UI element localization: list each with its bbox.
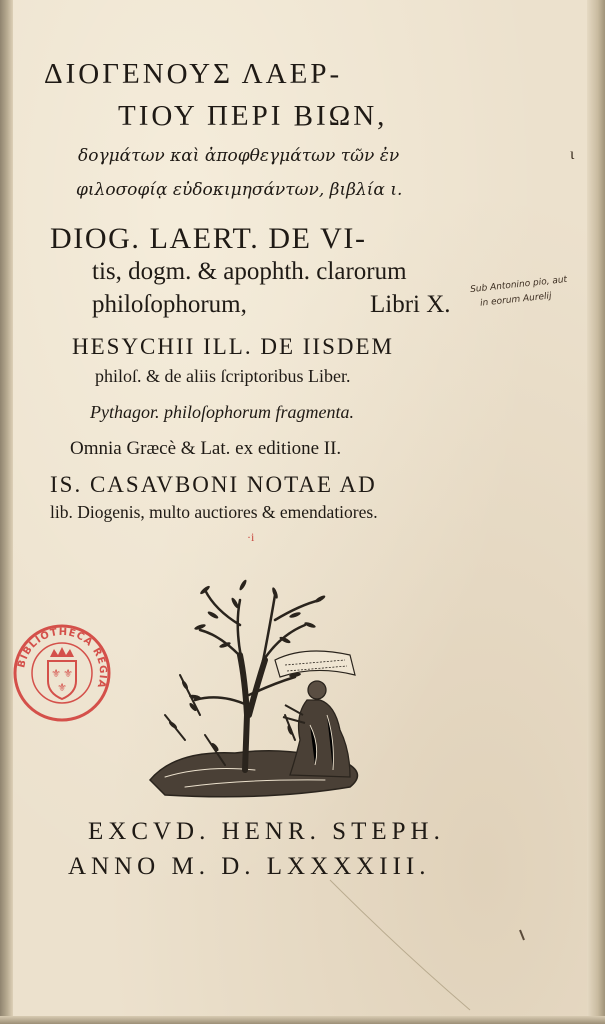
omnia-line: Omnia Græcè & Lat. ex editione II. — [70, 438, 342, 459]
svg-text:⚜: ⚜ — [57, 681, 67, 694]
handwritten-note-line-1: Sub Antonino pio, aut — [469, 274, 568, 296]
greek-subtitle-line-2: φιλοσοφίᾳ εὐδοκιμησάντων, βιβλία ι. — [76, 180, 403, 200]
imprint-line-1: EXCVD. HENR. STEPH. — [88, 818, 445, 845]
latin-title-line-1: DIOG. LAERT. DE VI- — [50, 222, 367, 255]
imprint-line-2: ANNO M. D. LXXXXIII. — [68, 853, 431, 880]
marginal-mark: ɩ — [570, 146, 575, 163]
latin-title-line-3-right: Libri X. — [370, 291, 451, 318]
latin-title-line-3-left: philoſophorum, — [92, 291, 247, 318]
svg-text:⚜: ⚜ — [51, 667, 61, 680]
casaubon-line-1: IS. CASAVBONI NOTAE AD — [50, 472, 377, 497]
hesychius-line-1: HESYCHII ILL. DE IISDEM — [72, 334, 394, 359]
hesychius-line-2: philoſ. & de aliis ſcriptoribus Liber. — [95, 366, 351, 386]
latin-title-line-2: tis, dogm. & apophth. clarorum — [92, 258, 407, 285]
greek-title-line-1: ΔΙΟΓΕΝΟΥΣ ΛΑΕΡ- — [44, 58, 343, 90]
red-ink-mark: ·i — [247, 530, 255, 544]
greek-title-line-2: ΤΙΟΥ ΠΕΡΙ ΒΙΩΝ, — [118, 100, 388, 132]
handwritten-note-line-2: in eorum Aurelij — [479, 291, 553, 309]
casaubon-line-2: lib. Diogenis, multo auctiores & emendatiores. — [50, 502, 378, 522]
stamp-text: BIBLIOTHECA REGIA — [16, 626, 109, 690]
svg-text:⚜: ⚜ — [63, 667, 73, 680]
greek-subtitle-line-1: δογμάτων καὶ ἀποφθεγμάτων τῶν ἐν — [78, 146, 400, 166]
pythagor-line: Pythagor. philoſophorum fragmenta. — [90, 402, 354, 422]
